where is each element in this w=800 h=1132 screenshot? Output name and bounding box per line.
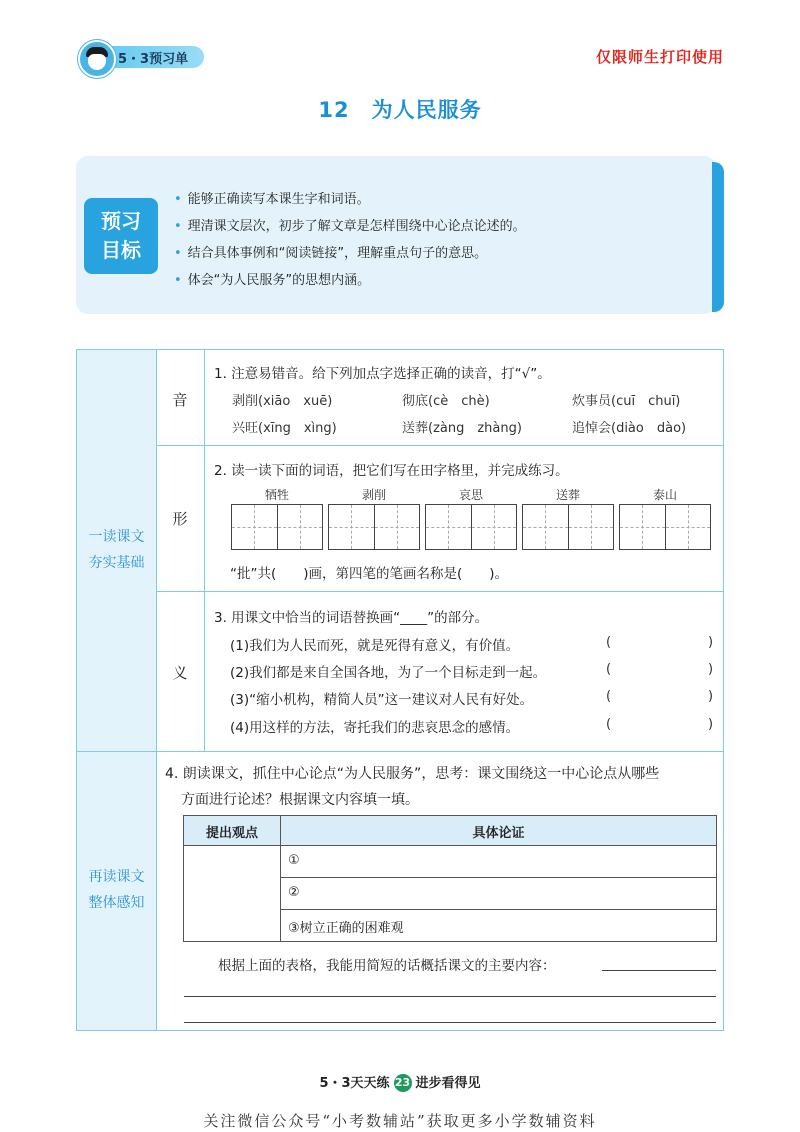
category-shape: 形: [172, 510, 188, 528]
footer-brand: 5・3天天练: [319, 1076, 390, 1091]
brand-logo: [78, 40, 204, 74]
brand-badge-label: 5・3预习单: [118, 52, 189, 67]
writing-grid[interactable]: [328, 486, 420, 532]
table-row[interactable]: ①: [288, 853, 300, 868]
answer-line[interactable]: [184, 996, 716, 997]
answer-paren-open[interactable]: (: [606, 635, 612, 650]
divider: [156, 591, 723, 592]
table-divider: [184, 845, 716, 846]
pinyin-choice[interactable]: 送葬(zàng zhàng): [402, 421, 522, 436]
objectives-badge: [84, 198, 158, 274]
section2-label-line1: 再读课文: [88, 869, 145, 885]
table-row: ③树立正确的困难观: [288, 921, 404, 936]
objective-item: • 体会“为人民服务”的思想内涵。: [174, 267, 526, 294]
writing-grid[interactable]: [619, 486, 711, 532]
answer-paren-close: ): [708, 662, 714, 677]
question-4-line1: 4. 朗读课文，抓住中心论点“为人民服务”，思考：课文围绕这一中心论点从哪些: [165, 766, 660, 782]
writing-grid[interactable]: [425, 486, 517, 532]
question-2: 2. 读一读下面的词语，把它们写在田字格里，并完成练习。: [214, 463, 569, 479]
category-sound: 音: [172, 391, 188, 409]
grid-word-label: 送葬: [555, 488, 580, 502]
sentence-item: (4)用这样的方法，寄托我们的悲哀思念的感情。: [230, 720, 520, 736]
answer-paren-close: ): [708, 717, 714, 732]
print-notice: 仅限师生打印使用: [595, 48, 724, 66]
objective-item: • 能够正确读写本课生字和词语。: [174, 186, 526, 213]
answer-line[interactable]: [602, 970, 716, 971]
table-divider: [281, 877, 716, 878]
objectives-badge-line2: 目标: [101, 238, 141, 262]
objectives-badge-line1: 预习: [101, 209, 141, 233]
pinyin-choice[interactable]: 彻底(cè chè): [402, 394, 490, 409]
summary-prompt: 根据上面的表格，我能用简短的话概括课文的主要内容：: [218, 958, 556, 974]
answer-paren-open[interactable]: (: [606, 662, 612, 677]
answer-paren-open[interactable]: (: [606, 689, 612, 704]
table-divider: [281, 909, 716, 910]
sentence-item: (3)“缩小机构，精简人员”这一建议对人民有好处。: [230, 692, 534, 708]
category-meaning: 义: [172, 664, 188, 682]
section1-label-line1: 一读课文: [88, 529, 145, 545]
pinyin-choice[interactable]: 炊事员(cuī chuī): [572, 394, 681, 409]
divider: [204, 350, 205, 751]
question-1: 1. 注意易错音。给下列加点字选择正确的读音，打“√”。: [214, 366, 551, 382]
answer-paren-close: ): [708, 689, 714, 704]
objective-item: • 结合具体事例和“阅读链接”，理解重点句子的意思。: [174, 240, 526, 267]
sentence-item: (1)我们为人民而死，就是死得有意义，有价值。: [230, 638, 520, 654]
grid-word-label: 剥削: [361, 488, 386, 502]
writing-grid[interactable]: [231, 486, 323, 532]
objectives-list: [174, 186, 526, 294]
page-footer: [0, 1072, 800, 1092]
objectives-accent-bar: [712, 162, 724, 312]
pinyin-choice[interactable]: 兴旺(xīng xìng): [232, 421, 337, 436]
grid-word-label: 泰山: [652, 488, 677, 502]
divider: [77, 751, 723, 752]
objective-item: • 理清课文层次，初步了解文章是怎样围绕中心论点论述的。: [174, 213, 526, 240]
sentence-item: (2)我们都是来自全国各地，为了一个目标走到一起。: [230, 665, 547, 681]
table-header-argument: 具体论证: [472, 826, 525, 841]
divider: [156, 350, 157, 1030]
grid-word-label: 牺牲: [264, 488, 289, 502]
footer-slogan: 进步看得见: [415, 1076, 481, 1091]
question-3: 3. 用课文中恰当的词语替换画“____”的部分。: [214, 610, 489, 626]
answer-paren-close: ): [708, 635, 714, 650]
question-4-line2: 方面进行论述？根据课文内容填一填。: [181, 792, 419, 808]
table-header-viewpoint: 提出观点: [205, 826, 258, 841]
promo-note: 关注微信公众号“小考数辅站”获取更多小学数辅资料: [203, 1112, 597, 1130]
section2-label-line2: 整体感知: [88, 895, 145, 911]
mascot-icon: [78, 40, 116, 78]
pinyin-choice[interactable]: 剥削(xiāo xuē): [232, 394, 333, 409]
page-number: 23: [394, 1074, 412, 1092]
stroke-question[interactable]: “批”共( )画，第四笔的笔画名称是( )。: [230, 566, 509, 582]
table-row[interactable]: ②: [288, 885, 300, 900]
writing-grid[interactable]: [522, 486, 614, 532]
section1-label-line2: 夯实基础: [88, 555, 145, 571]
divider: [156, 445, 723, 446]
answer-paren-open[interactable]: (: [606, 717, 612, 732]
answer-line[interactable]: [184, 1022, 716, 1023]
grid-word-label: 哀思: [458, 488, 483, 502]
pinyin-choice[interactable]: 追悼会(diào dào): [572, 421, 687, 436]
lesson-title: 12 为人民服务: [318, 98, 482, 122]
